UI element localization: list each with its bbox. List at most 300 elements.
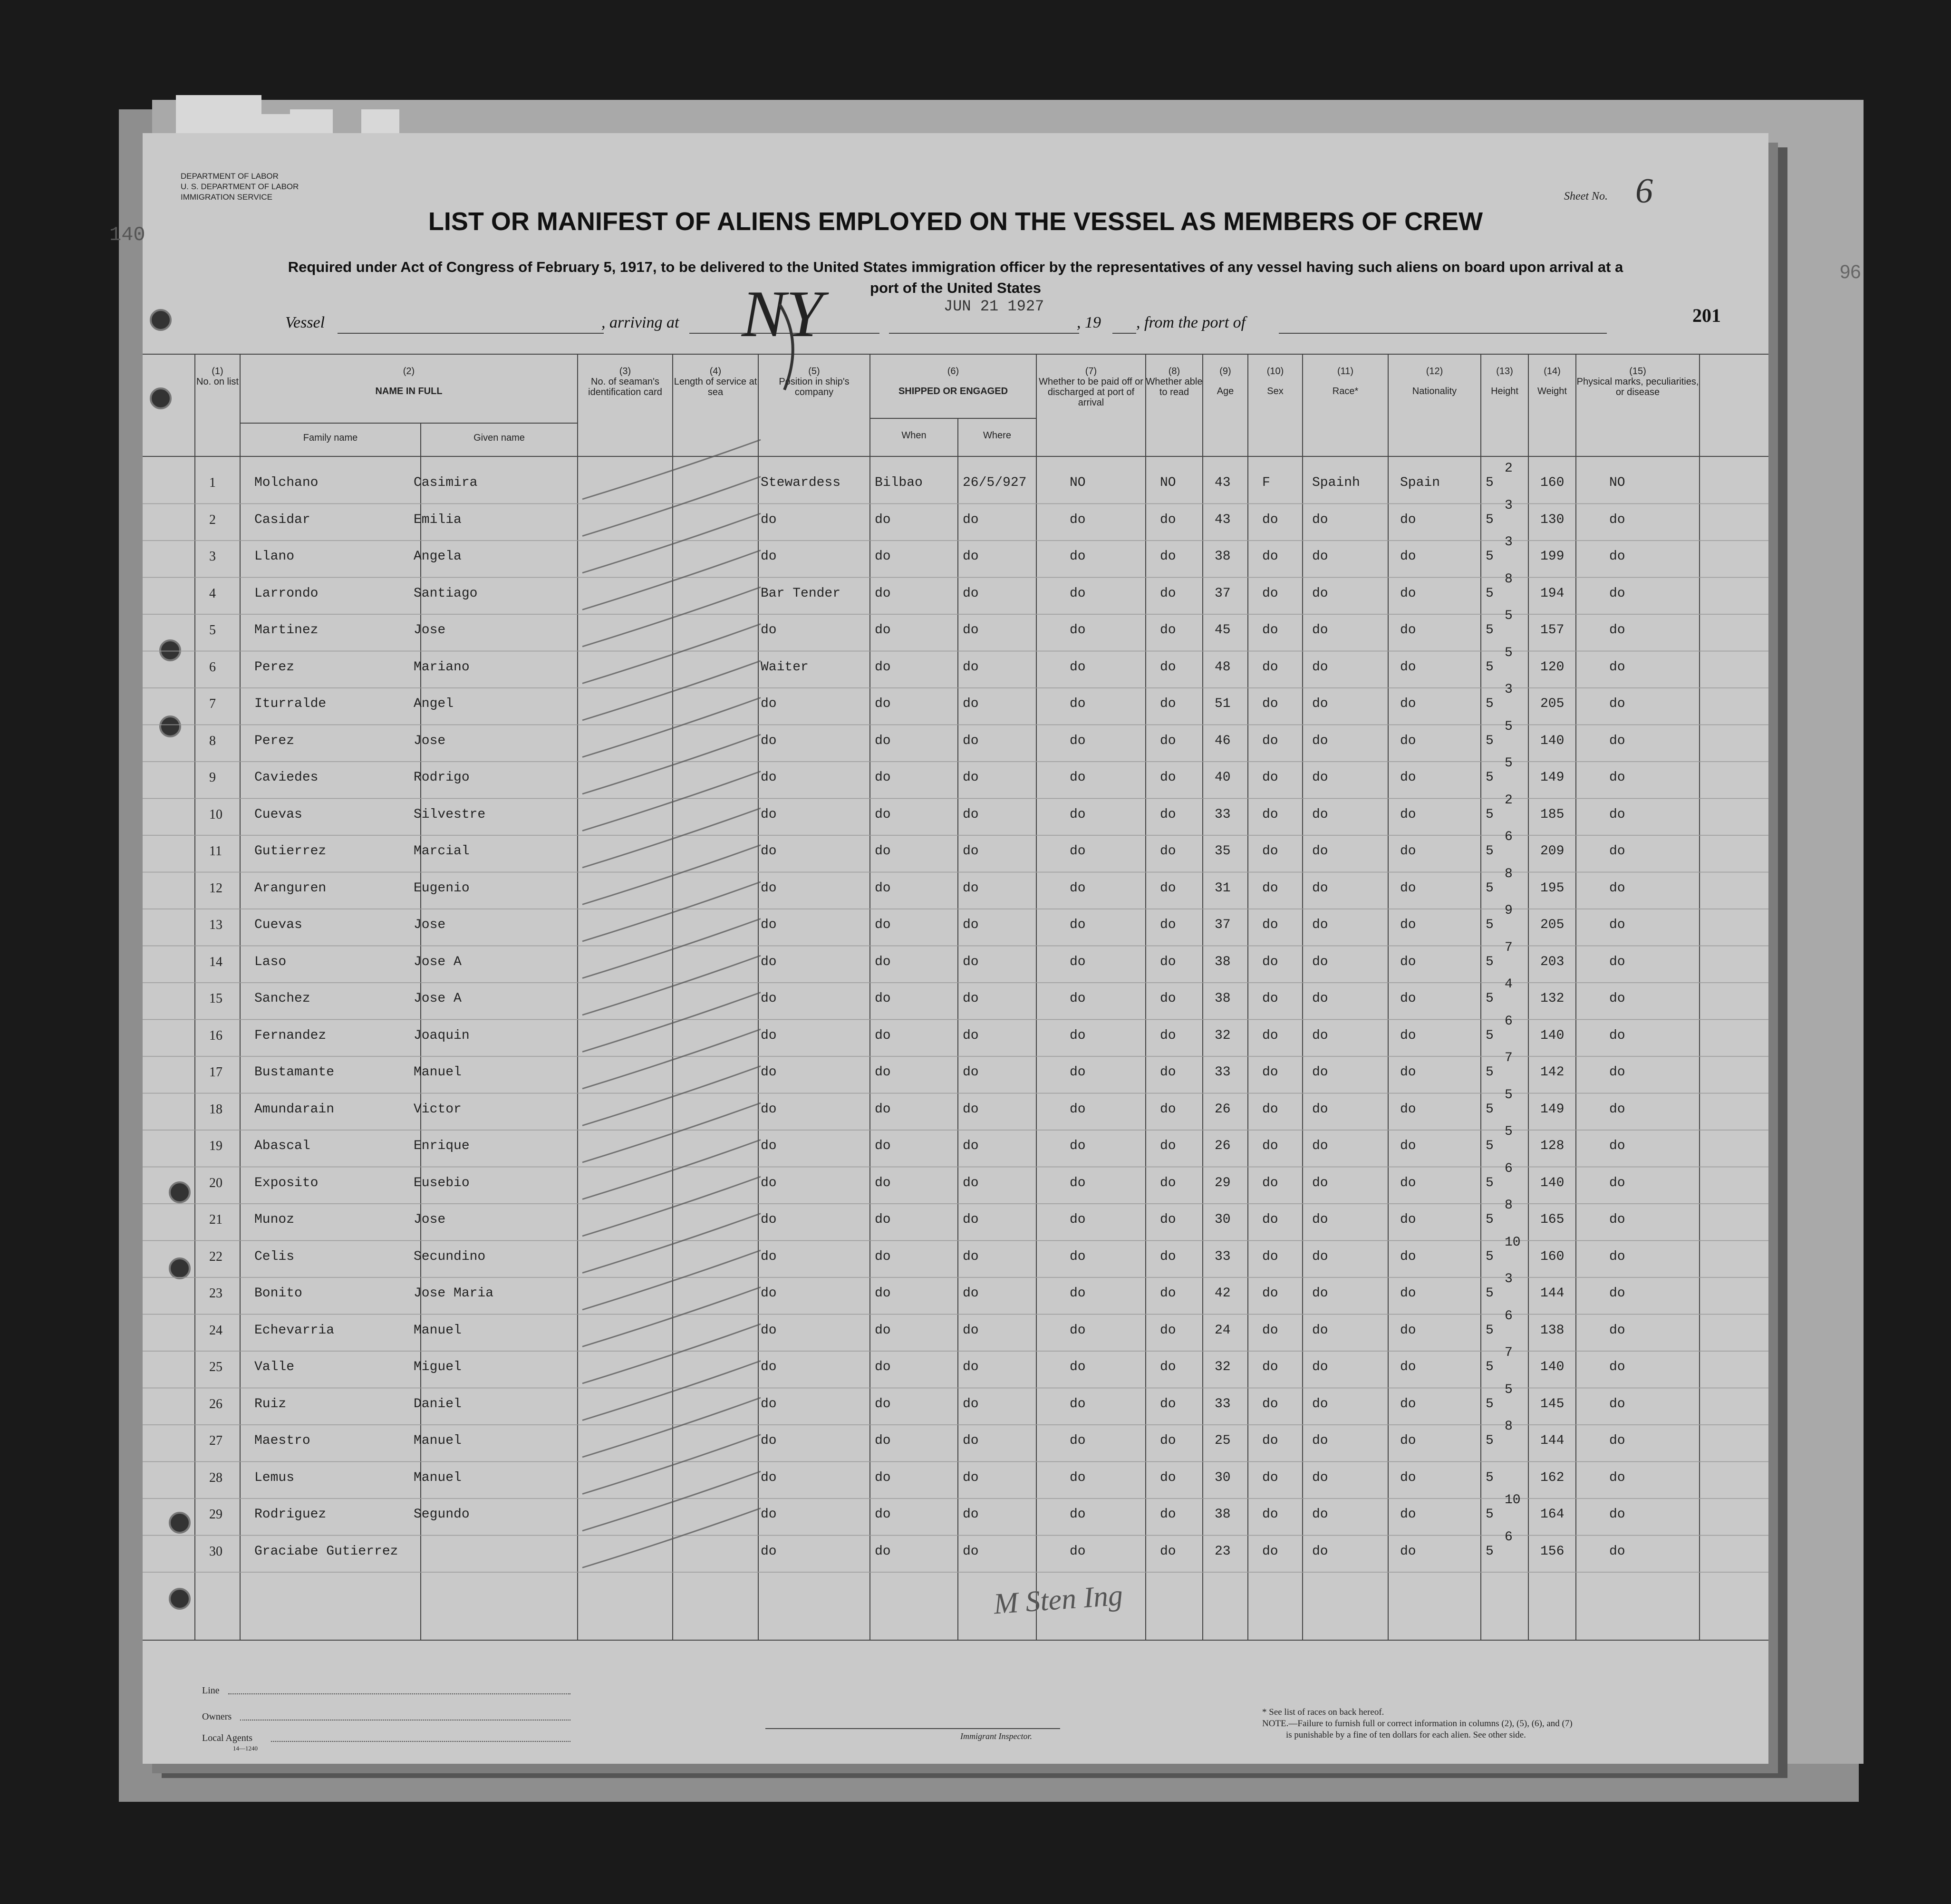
given-name: Secundino [414, 1249, 486, 1264]
nationality: do [1400, 1065, 1416, 1080]
able-to-read: do [1160, 1175, 1176, 1190]
race: do [1312, 844, 1328, 859]
family-name: Abascal [254, 1139, 310, 1153]
height-feet: 5 [1486, 1323, 1494, 1338]
height-feet: 5 [1486, 1249, 1494, 1264]
shipped-where: do [963, 1028, 979, 1043]
height-feet: 5 [1486, 659, 1494, 675]
shipped-where: do [963, 512, 979, 527]
height-inches: 2 [1505, 461, 1513, 476]
col-marks-header: (15) Physical marks, peculiarities, or disease [1576, 366, 1699, 397]
weight: 205 [1540, 696, 1565, 711]
height-feet: 5 [1486, 1470, 1494, 1485]
row-number: 11 [209, 844, 222, 859]
height-inches: 7 [1505, 1051, 1513, 1065]
paid-off: do [1070, 1507, 1086, 1522]
sex: do [1262, 1212, 1278, 1227]
able-to-read: do [1160, 1470, 1176, 1485]
shipped-where: do [963, 623, 979, 638]
family-name: Valle [254, 1360, 295, 1374]
height-feet: 5 [1486, 880, 1494, 896]
height-inches: 9 [1505, 903, 1513, 918]
footnote: * See list of races on back hereof. NOTE.—Failure to furnish full or correct information in columns (2), (5), (6), and (7) is punishable by a fine of ten dollars for each alien. See other side. [1262, 1707, 1573, 1740]
height-inches: 3 [1505, 535, 1513, 550]
height-feet: 5 [1486, 512, 1494, 527]
height-inches: 7 [1505, 1345, 1513, 1360]
shipped-when: do [875, 807, 891, 822]
nationality: do [1400, 1139, 1416, 1153]
height-inches: 8 [1505, 571, 1513, 587]
shipped-when: do [875, 954, 891, 969]
weight: 194 [1540, 586, 1565, 601]
ditto-stroke [582, 808, 761, 868]
physical-marks: do [1609, 1212, 1625, 1227]
physical-marks: do [1609, 807, 1625, 822]
paid-off: do [1070, 659, 1086, 675]
able-to-read: do [1160, 954, 1176, 969]
height-feet: 5 [1486, 1286, 1494, 1301]
age: 48 [1215, 659, 1231, 675]
shipped-when: Bilbao [875, 475, 923, 490]
physical-marks: do [1609, 918, 1625, 932]
height-feet: 5 [1486, 807, 1494, 822]
race: do [1312, 991, 1328, 1006]
row-number: 20 [209, 1175, 222, 1190]
row-number: 5 [209, 623, 216, 638]
nationality: do [1400, 954, 1416, 969]
height-inches: 5 [1505, 1382, 1513, 1397]
height-feet: 5 [1486, 549, 1494, 564]
sex: F [1262, 475, 1270, 490]
shipped-when: do [875, 1360, 891, 1374]
ditto-stroke [582, 477, 761, 536]
right-edge-number: 96 [1840, 261, 1861, 282]
given-name: Manuel [414, 1065, 462, 1080]
ditto-stroke [582, 1435, 761, 1494]
col-when-header: When [901, 430, 927, 441]
age: 24 [1215, 1323, 1231, 1338]
physical-marks: do [1609, 1065, 1625, 1080]
position: Bar Tender [761, 586, 841, 601]
ditto-stroke [582, 698, 761, 757]
shipped-when: do [875, 1433, 891, 1448]
race: do [1312, 1212, 1328, 1227]
row-number: 28 [209, 1470, 222, 1485]
position: do [761, 1544, 777, 1559]
able-to-read: do [1160, 549, 1176, 564]
col-given-header: Given name [473, 433, 525, 443]
position: do [761, 1360, 777, 1374]
race: do [1312, 954, 1328, 969]
position: do [761, 880, 777, 896]
row-number: 22 [209, 1249, 222, 1264]
physical-marks: do [1609, 1102, 1625, 1117]
paid-off: do [1070, 512, 1086, 527]
given-name: Manuel [414, 1433, 462, 1448]
ditto-stroke [582, 1029, 761, 1089]
position: do [761, 844, 777, 859]
race: do [1312, 549, 1328, 564]
height-feet: 5 [1486, 1396, 1494, 1411]
age: 33 [1215, 1396, 1231, 1411]
weight: 142 [1540, 1065, 1565, 1080]
row-number: 6 [209, 659, 216, 675]
race: do [1312, 1139, 1328, 1153]
height-feet: 5 [1486, 1065, 1494, 1080]
age: 43 [1215, 475, 1231, 490]
position: do [761, 696, 777, 711]
sex: do [1262, 512, 1278, 527]
race: do [1312, 1507, 1328, 1522]
able-to-read: do [1160, 1028, 1176, 1043]
shipped-where: do [963, 1470, 979, 1485]
paid-off: do [1070, 586, 1086, 601]
weight: 140 [1540, 733, 1565, 748]
physical-marks: NO [1609, 475, 1625, 490]
shipped-when: do [875, 1323, 891, 1338]
footer-line-label: Line [202, 1685, 220, 1696]
page-number: 201 [1692, 305, 1721, 326]
ditto-stroke [582, 735, 761, 794]
position: do [761, 549, 777, 564]
family-name: Echevarria [254, 1323, 335, 1338]
footer-line-underline [228, 1693, 570, 1694]
height-inches: 5 [1505, 1124, 1513, 1139]
shipped-when: do [875, 1544, 891, 1559]
given-name: Manuel [414, 1470, 462, 1485]
able-to-read: do [1160, 991, 1176, 1006]
age: 42 [1215, 1286, 1231, 1301]
nationality: do [1400, 1212, 1416, 1227]
height-inches: 10 [1505, 1493, 1521, 1508]
age: 29 [1215, 1175, 1231, 1190]
side-stamp: 140 [109, 223, 145, 246]
shipped-when: do [875, 512, 891, 527]
able-to-read: do [1160, 733, 1176, 748]
race: do [1312, 1360, 1328, 1374]
sex: do [1262, 844, 1278, 859]
shipped-where: do [963, 1102, 979, 1117]
physical-marks: do [1609, 1544, 1625, 1559]
physical-marks: do [1609, 549, 1625, 564]
paid-off: do [1070, 1360, 1086, 1374]
paid-off: do [1070, 807, 1086, 822]
height-inches: 6 [1505, 1014, 1513, 1029]
age: 38 [1215, 549, 1231, 564]
nationality: do [1400, 512, 1416, 527]
page-title: LIST OR MANIFEST OF ALIENS EMPLOYED ON THE VESSEL AS MEMBERS OF CREW [428, 207, 1483, 236]
shipped-where: do [963, 954, 979, 969]
given-name: Enrique [414, 1139, 470, 1153]
age: 33 [1215, 1065, 1231, 1080]
subtitle: Required under Act of Congress of February 5, 1917, to be delivered to the United States immigration officer by the representatives of any vessel having such aliens on board upon arrival at a port of the United States [288, 259, 1623, 296]
nationality: do [1400, 770, 1416, 785]
weight: 164 [1540, 1507, 1565, 1522]
height-feet: 5 [1486, 1028, 1494, 1043]
height-inches: 2 [1505, 793, 1513, 808]
nationality: do [1400, 1433, 1416, 1448]
weight: 165 [1540, 1212, 1565, 1227]
position: do [761, 1470, 777, 1485]
shipped-where: do [963, 1507, 979, 1522]
given-name: Jose [414, 918, 446, 932]
weight: 140 [1540, 1360, 1565, 1374]
family-name: Amundarain [254, 1102, 335, 1117]
sex: do [1262, 1249, 1278, 1264]
shipped-when: do [875, 1175, 891, 1190]
paid-off: do [1070, 696, 1086, 711]
paid-off: do [1070, 1544, 1086, 1559]
nationality: do [1400, 1323, 1416, 1338]
sex: do [1262, 1028, 1278, 1043]
physical-marks: do [1609, 623, 1625, 638]
physical-marks: do [1609, 991, 1625, 1006]
weight: 149 [1540, 1102, 1565, 1117]
ditto-stroke [582, 993, 761, 1052]
weight: 145 [1540, 1396, 1565, 1411]
height-feet: 5 [1486, 1360, 1494, 1374]
col-idcard-header: (3) No. of seaman's identification card [588, 366, 662, 397]
col-length-header: (4) Length of service at sea [674, 366, 757, 397]
row-number: 23 [209, 1286, 222, 1301]
height-feet: 5 [1486, 844, 1494, 859]
able-to-read: do [1160, 1249, 1176, 1264]
able-to-read: do [1160, 696, 1176, 711]
paid-off: do [1070, 623, 1086, 638]
age: 30 [1215, 1212, 1231, 1227]
age: 43 [1215, 512, 1231, 527]
shipped-where: do [963, 770, 979, 785]
able-to-read: do [1160, 1065, 1176, 1080]
paid-off: do [1070, 844, 1086, 859]
height-feet: 5 [1486, 918, 1494, 932]
shipped-when: do [875, 1028, 891, 1043]
shipped-when: do [875, 1102, 891, 1117]
shipped-when: do [875, 659, 891, 675]
from-port-label: , from the port of [1136, 314, 1246, 331]
race: do [1312, 1065, 1328, 1080]
height-feet: 5 [1486, 696, 1494, 711]
shipped-when: do [875, 991, 891, 1006]
shipped-when: do [875, 918, 891, 932]
nationality: do [1400, 1286, 1416, 1301]
sex: do [1262, 991, 1278, 1006]
col-shipped-header: (6) SHIPPED OR ENGAGED [898, 366, 1008, 396]
weight: 120 [1540, 659, 1565, 675]
family-name: Ruiz [254, 1396, 287, 1411]
height-inches: 3 [1505, 1272, 1513, 1286]
race: do [1312, 1433, 1328, 1448]
height-inches: 5 [1505, 609, 1513, 623]
sex: do [1262, 880, 1278, 896]
sex: do [1262, 770, 1278, 785]
shipped-when: do [875, 1249, 891, 1264]
shipped-where: do [963, 1065, 979, 1080]
physical-marks: do [1609, 696, 1625, 711]
col-read-header: (8) Whether able to read [1146, 366, 1203, 397]
nationality: do [1400, 1249, 1416, 1264]
physical-marks: do [1609, 1360, 1625, 1374]
paid-off: do [1070, 1028, 1086, 1043]
weight: 157 [1540, 623, 1565, 638]
able-to-read: do [1160, 623, 1176, 638]
family-name: Bonito [254, 1286, 302, 1301]
ditto-stroke [582, 661, 761, 720]
shipped-when: do [875, 1286, 891, 1301]
row-number: 24 [209, 1323, 222, 1338]
physical-marks: do [1609, 844, 1625, 859]
nationality: do [1400, 844, 1416, 859]
paid-off: do [1070, 1065, 1086, 1080]
shipped-when: do [875, 733, 891, 748]
row-number: 16 [209, 1028, 222, 1043]
weight: 195 [1540, 880, 1565, 896]
nationality: do [1400, 586, 1416, 601]
race: do [1312, 512, 1328, 527]
shipped-where: do [963, 1139, 979, 1153]
ditto-stroke [582, 1103, 761, 1162]
col-num-header: (1) No. on list [196, 366, 239, 387]
race: do [1312, 1249, 1328, 1264]
family-name: Bustamante [254, 1065, 335, 1080]
given-name: Eusebio [414, 1175, 470, 1190]
paid-off: do [1070, 1175, 1086, 1190]
paid-off: do [1070, 918, 1086, 932]
height-inches: 6 [1505, 830, 1513, 844]
shipped-where: do [963, 1286, 979, 1301]
physical-marks: do [1609, 586, 1625, 601]
shipped-where: do [963, 1433, 979, 1448]
vessel-label: Vessel [285, 314, 325, 331]
weight: 130 [1540, 512, 1565, 527]
age: 33 [1215, 1249, 1231, 1264]
sex: do [1262, 1360, 1278, 1374]
family-name: Fernandez [254, 1028, 327, 1043]
nationality: do [1400, 1470, 1416, 1485]
physical-marks: do [1609, 1323, 1625, 1338]
race: do [1312, 733, 1328, 748]
family-name: Iturralde [254, 696, 327, 711]
physical-marks: do [1609, 1433, 1625, 1448]
age: 51 [1215, 696, 1231, 711]
position: do [761, 770, 777, 785]
row-number: 29 [209, 1507, 222, 1522]
shipped-where: do [963, 659, 979, 675]
col-race-header: (11) Race* [1332, 366, 1359, 396]
given-name: Jose [414, 733, 446, 748]
ditto-stroke [582, 1287, 761, 1347]
shipped-where: do [963, 1323, 979, 1338]
weight: 132 [1540, 991, 1565, 1006]
race: do [1312, 1102, 1328, 1117]
weight: 144 [1540, 1433, 1565, 1448]
physical-marks: do [1609, 770, 1625, 785]
sex: do [1262, 659, 1278, 675]
given-name: Segundo [414, 1507, 470, 1522]
given-name: Casimira [414, 475, 478, 490]
age: 40 [1215, 770, 1231, 785]
sex: do [1262, 549, 1278, 564]
weight: 138 [1540, 1323, 1565, 1338]
position: do [761, 1323, 777, 1338]
footer-agents-underline [271, 1741, 570, 1742]
sex: do [1262, 1470, 1278, 1485]
height-feet: 5 [1486, 991, 1494, 1006]
able-to-read: do [1160, 844, 1176, 859]
ditto-stroke [582, 513, 761, 573]
family-name: Cuevas [254, 918, 302, 932]
weight: 156 [1540, 1544, 1565, 1559]
given-name: Manuel [414, 1323, 462, 1338]
paid-off: do [1070, 733, 1086, 748]
nationality: do [1400, 807, 1416, 822]
footer-agents-label: Local Agents [202, 1733, 253, 1743]
age: 38 [1215, 954, 1231, 969]
height-inches: 4 [1505, 977, 1513, 992]
family-name: Molchano [254, 475, 319, 490]
sex: do [1262, 623, 1278, 638]
ditto-stroke [582, 919, 761, 978]
race: do [1312, 1175, 1328, 1190]
paid-off: do [1070, 1323, 1086, 1338]
col-name-header: (2) NAME IN FULL [375, 366, 443, 396]
shipped-when: do [875, 586, 891, 601]
height-inches: 8 [1505, 866, 1513, 881]
paid-off: do [1070, 954, 1086, 969]
height-inches: 5 [1505, 756, 1513, 771]
position: do [761, 1212, 777, 1227]
paid-off: do [1070, 1470, 1086, 1485]
row-number: 27 [209, 1433, 222, 1448]
given-name: Joaquin [414, 1028, 470, 1043]
given-name: Jose [414, 1212, 446, 1227]
inspector-label: Immigrant Inspector. [960, 1731, 1032, 1741]
family-name: Sanchez [254, 991, 310, 1006]
ditto-stroke [582, 1214, 761, 1273]
row-number: 25 [209, 1360, 222, 1374]
paid-off: do [1070, 549, 1086, 564]
shipped-when: do [875, 844, 891, 859]
ditto-stroke [582, 1471, 761, 1531]
given-name: Daniel [414, 1396, 462, 1411]
sex: do [1262, 1065, 1278, 1080]
ditto-stroke [582, 956, 761, 1015]
race: Spainh [1312, 475, 1360, 490]
position: do [761, 512, 777, 527]
row-number: 18 [209, 1102, 222, 1117]
height-feet: 5 [1486, 733, 1494, 748]
physical-marks: do [1609, 1286, 1625, 1301]
family-name: Gutierrez [254, 844, 327, 859]
age: 37 [1215, 586, 1231, 601]
shipped-where: do [963, 549, 979, 564]
able-to-read: do [1160, 1102, 1176, 1117]
height-feet: 5 [1486, 1433, 1494, 1448]
nationality: do [1400, 733, 1416, 748]
able-to-read: do [1160, 880, 1176, 896]
able-to-read: do [1160, 586, 1176, 601]
shipped-when: do [875, 623, 891, 638]
race: do [1312, 586, 1328, 601]
race: do [1312, 1396, 1328, 1411]
nationality: do [1400, 918, 1416, 932]
shipped-when: do [875, 1212, 891, 1227]
shipped-when: do [875, 1507, 891, 1522]
height-inches: 8 [1505, 1419, 1513, 1434]
given-name: Angela [414, 549, 462, 564]
paid-off: do [1070, 1286, 1086, 1301]
col-sex-header: (10) Sex [1266, 366, 1284, 396]
